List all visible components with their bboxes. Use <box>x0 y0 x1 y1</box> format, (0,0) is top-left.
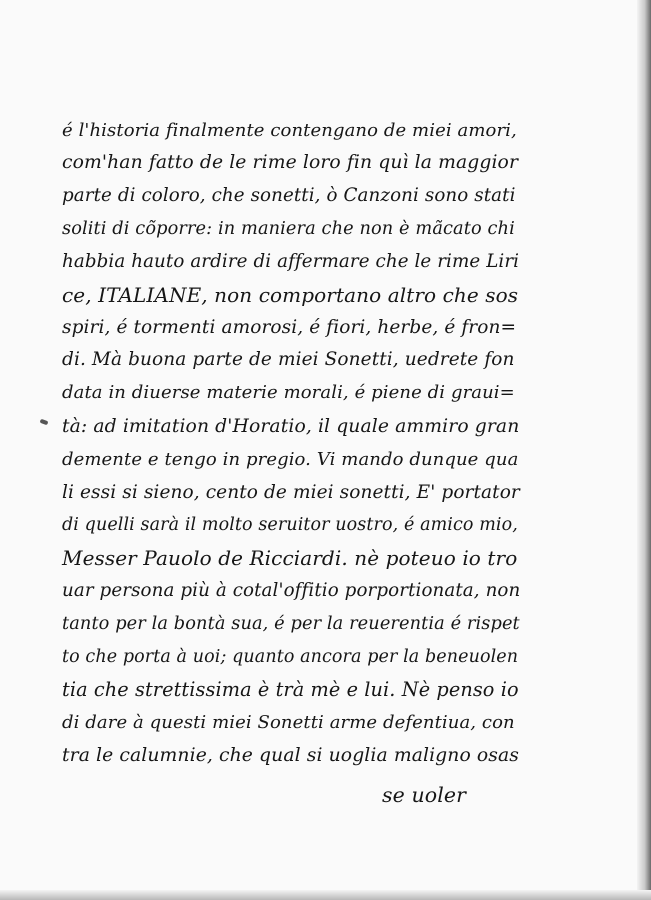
page-edge-shadow-right <box>637 0 651 900</box>
text-line-1: é l'historia finalmente contengano de miei amori, <box>62 120 517 141</box>
text-line-2: com'han fatto de le rime loro fin quì la maggior <box>62 152 519 173</box>
text-line-20: tra le calumnie, che qual si uoglia maligno osas <box>62 745 520 766</box>
text-line-17: to che porta à uoi; quanto ancora per la beneuolen <box>62 647 519 667</box>
text-line-7: spiri, é tormenti amorosi, é fiori, herbe, é fron= <box>62 317 517 338</box>
text-line-9: data in diuerse materie morali, é piene di graui= <box>62 382 515 403</box>
text-line-12: li essi si sieno, cento de miei sonetti, E' portator <box>62 482 520 503</box>
text-line-11: demente e tengo in pregio. Vi mando dunque qua <box>62 449 519 470</box>
text-line-5: habbia hauto ardire di affermare che le rime Liri <box>62 251 520 272</box>
text-line-8: di. Mà buona parte de miei Sonetti, uedrete fon <box>62 349 515 370</box>
text-line-6: ce, ITALIANE, non comportano altro che sos <box>62 283 519 307</box>
text-line-18: tia che strettissima è trà mè e lui. Nè penso io <box>62 678 519 701</box>
text-line-4: soliti di cõporre: in maniera che non è mãcato chi <box>62 219 515 239</box>
text-line-16: tanto per la bontà sua, é per la reuerentia é rispet <box>62 614 520 634</box>
text-line-10: tà: ad imitation d'Horatio, il quale ammiro gran <box>62 416 520 437</box>
text-line-14: Messer Pauolo de Ricciardi. nè poteuo io tro <box>62 546 518 570</box>
text-line-3: parte di coloro, che sonetti, ò Canzoni sono stati <box>62 185 516 206</box>
text-line-19: di dare à questi miei Sonetti arme defentiua, con <box>62 712 515 733</box>
text-line-15: uar persona più à cotal'offitio porportionata, non <box>62 580 521 601</box>
catchword: se uoler <box>382 783 467 807</box>
page-edge-shadow-bottom <box>0 890 651 900</box>
text-line-13: di quelli sarà il molto seruitor uostro, é amico mio, <box>62 515 518 535</box>
